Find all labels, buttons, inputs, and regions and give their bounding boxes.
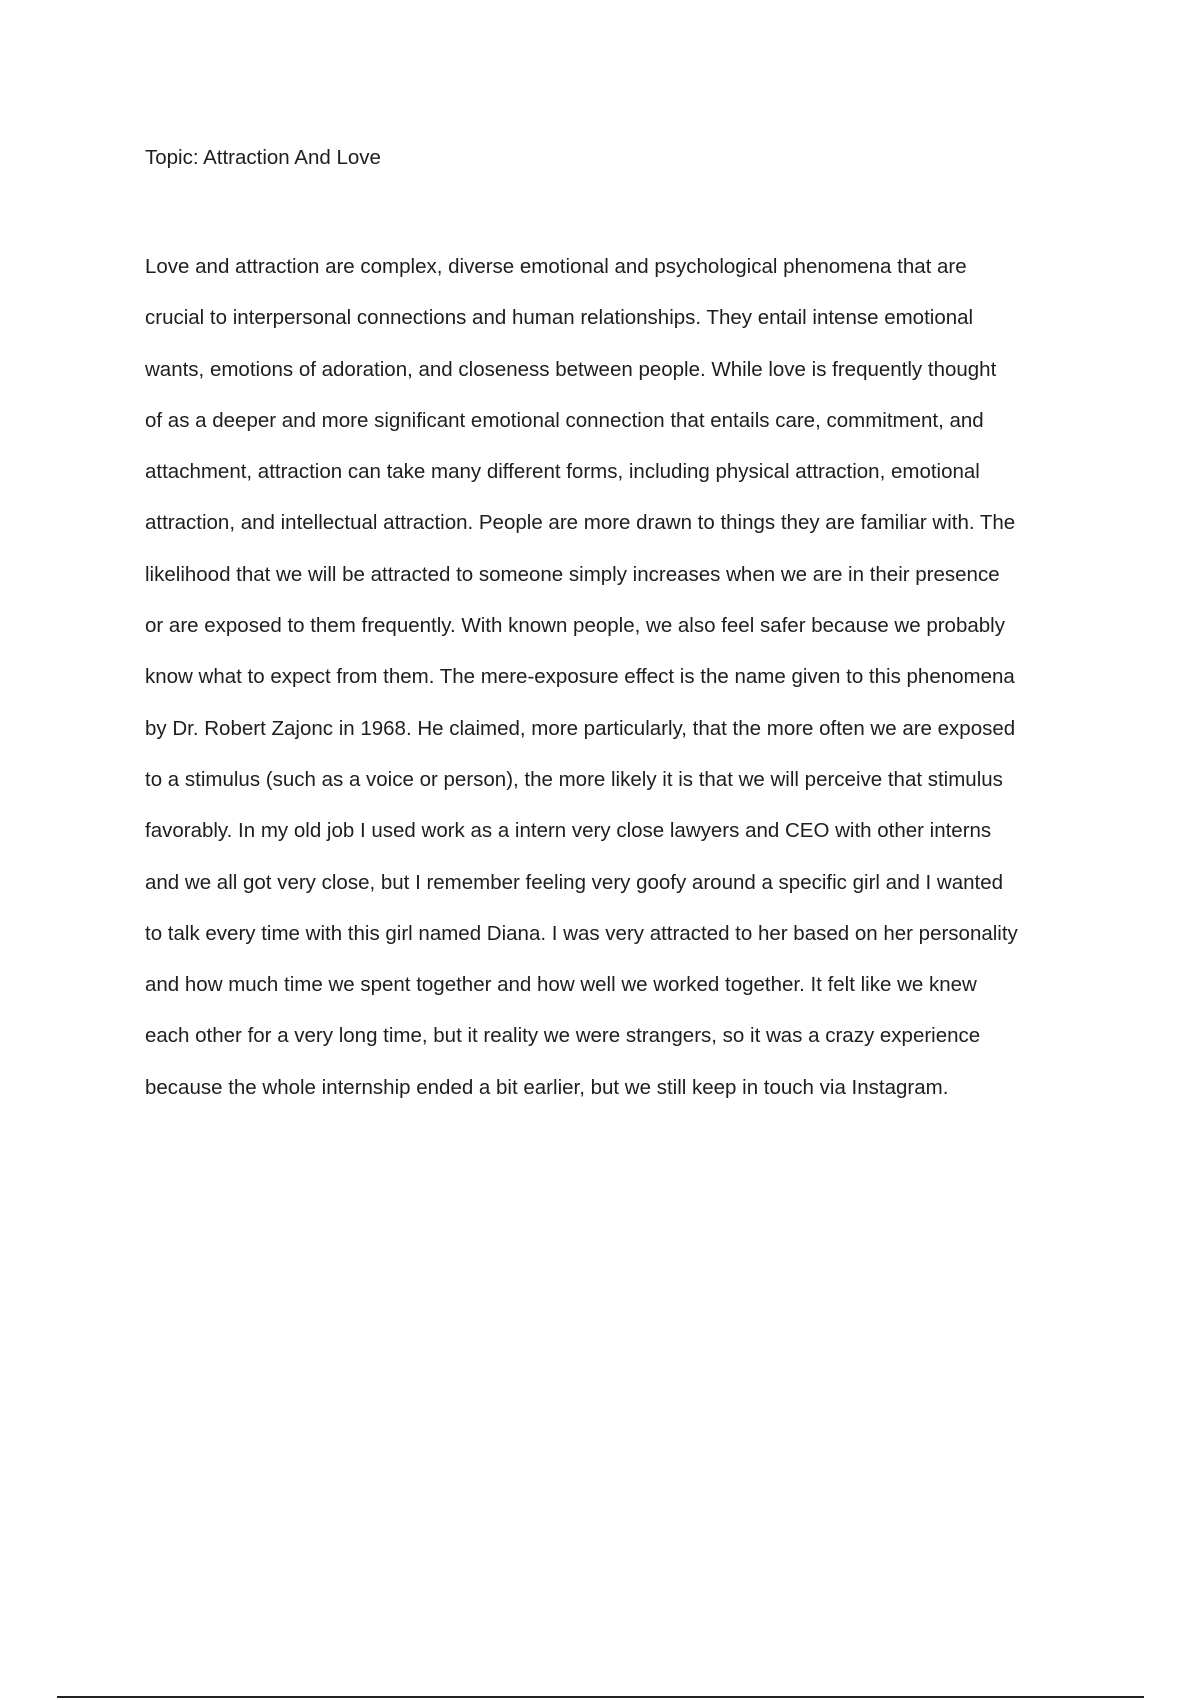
body-line: of as a deeper and more significant emotional connection that entails care, commitment, and [145,408,984,432]
body-line: likelihood that we will be attracted to someone simply increases when we are in their presence [145,562,1000,586]
page-bottom-rule [57,1696,1144,1698]
document-body [145,255,1105,1127]
body-line: know what to expect from them. The mere-exposure effect is the name given to this phenomena [145,665,1015,689]
body-line: attraction, and intellectual attraction. People are more drawn to things they are familiar with. The [145,511,1016,535]
body-line: because the whole internship ended a bit earlier, but we still keep in touch via Instagram. [145,1075,949,1099]
body-line: each other for a very long time, but it reality we were strangers, so it was a crazy experience [145,1024,981,1048]
body-line: crucial to interpersonal connections and human relationships. They entail intense emotional [145,306,974,330]
body-line: and how much time we spent together and how well we worked together. It felt like we knew [145,973,977,997]
body-line: to a stimulus (such as a voice or person), the more likely it is that we will perceive that stimulus [145,767,1003,791]
body-line: and we all got very close, but I remember feeling very goofy around a specific girl and I wanted [145,870,1004,894]
body-line: wants, emotions of adoration, and closeness between people. While love is frequently thought [145,357,997,381]
body-line: Love and attraction are complex, diverse emotional and psychological phenomena that are [145,255,967,278]
body-line: attachment, attraction can take many different forms, including physical attraction, emotional [145,460,980,484]
document-topic: Topic: Attraction And Love [145,146,381,169]
body-line: favorably. In my old job I used work as a intern very close lawyers and CEO with other interns [145,819,992,843]
body-line: or are exposed to them frequently. With known people, we also feel safer because we probably [145,614,1005,638]
body-line: to talk every time with this girl named Diana. I was very attracted to her based on her personality [145,921,1018,945]
body-line: by Dr. Robert Zajonc in 1968. He claimed, more particularly, that the more often we are exposed [145,716,1016,740]
